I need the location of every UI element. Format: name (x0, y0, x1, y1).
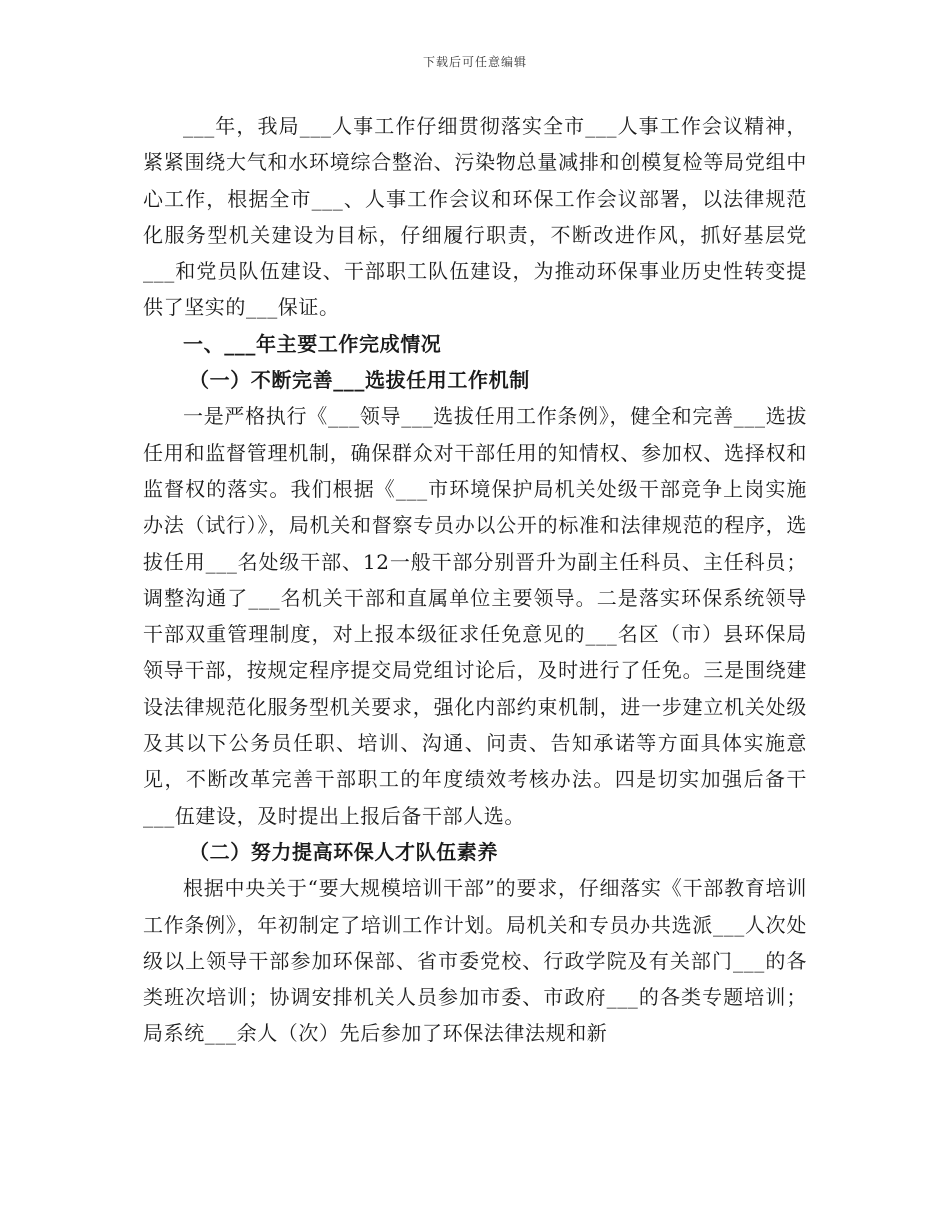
subsection-2-body: 根据中央关于“要大规模培训干部”的要求，仔细落实《干部教育培训工作条例》，年初制定了培训工作计划。局机关和专员办共选派___人次处级以上领导干部参加环保部、省市委党校、行政学院及有关部门___的各类班次培训；协调安排机关人员参加市委、市政府___的各类专题培训；局系统___余人（次）先后参加了环保法律法规和新 (143, 876, 807, 1046)
intro-paragraph: ___年，我局___人事工作仔细贯彻落实全市___人事工作会议精神，紧紧围绕大气和水环境综合整治、污染物总量减排和创模复检等局党组中心工作，根据全市___、人事工作会议和环保工作会议部署，以法律规范化服务型机关建设为目标，仔细履行职责，不断改进作风，抓好基层党___和党员队伍建设、干部职工队伍建设，为推动环保事业历史性转变提供了坚实的___保证。 (143, 114, 807, 320)
section-1-title: 一、___年主要工作完成情况 (183, 331, 442, 356)
subsection-1-title: （一）不断完善___选拔任用工作机制 (189, 368, 530, 393)
document-body (143, 108, 807, 1052)
subsection-2-title: （二）努力提高环保人才队伍素养 (189, 839, 498, 864)
page-header-note: 下载后可任意编辑 (422, 55, 527, 69)
subsection-1-body: 一是严格执行《___领导___选拔任用工作条例》，健全和完善___选拔任用和监督管理机制，确保群众对干部任用的知情权、参加权、选择权和监督权的落实。我们根据《___市环境保护局机关处级干部竞争上岗实施办法（试行）》，局机关和督察专员办以公开的标准和法律规范的程序，选拔任用___名处级干部、12一般干部分别晋升为副主任科员、主任科员；调整沟通了___名机关干部和直属单位主要领导。二是落实环保系统领导干部双重管理制度，对上报本级征求任免意见的___名区（市）县环保局领导干部，按规定程序提交局党组讨论后，及时进行了任免。三是围绕建设法律规范化服务型机关要求，强化内部约束机制，进一步建立机关处级及其以下公务员任职、培训、沟通、问责、告知承诺等方面具体实施意见，不断改革完善干部职工的年度绩效考核办法。四是切实加强后备干___伍建设，及时提出上报后备干部人选。 (143, 404, 807, 828)
